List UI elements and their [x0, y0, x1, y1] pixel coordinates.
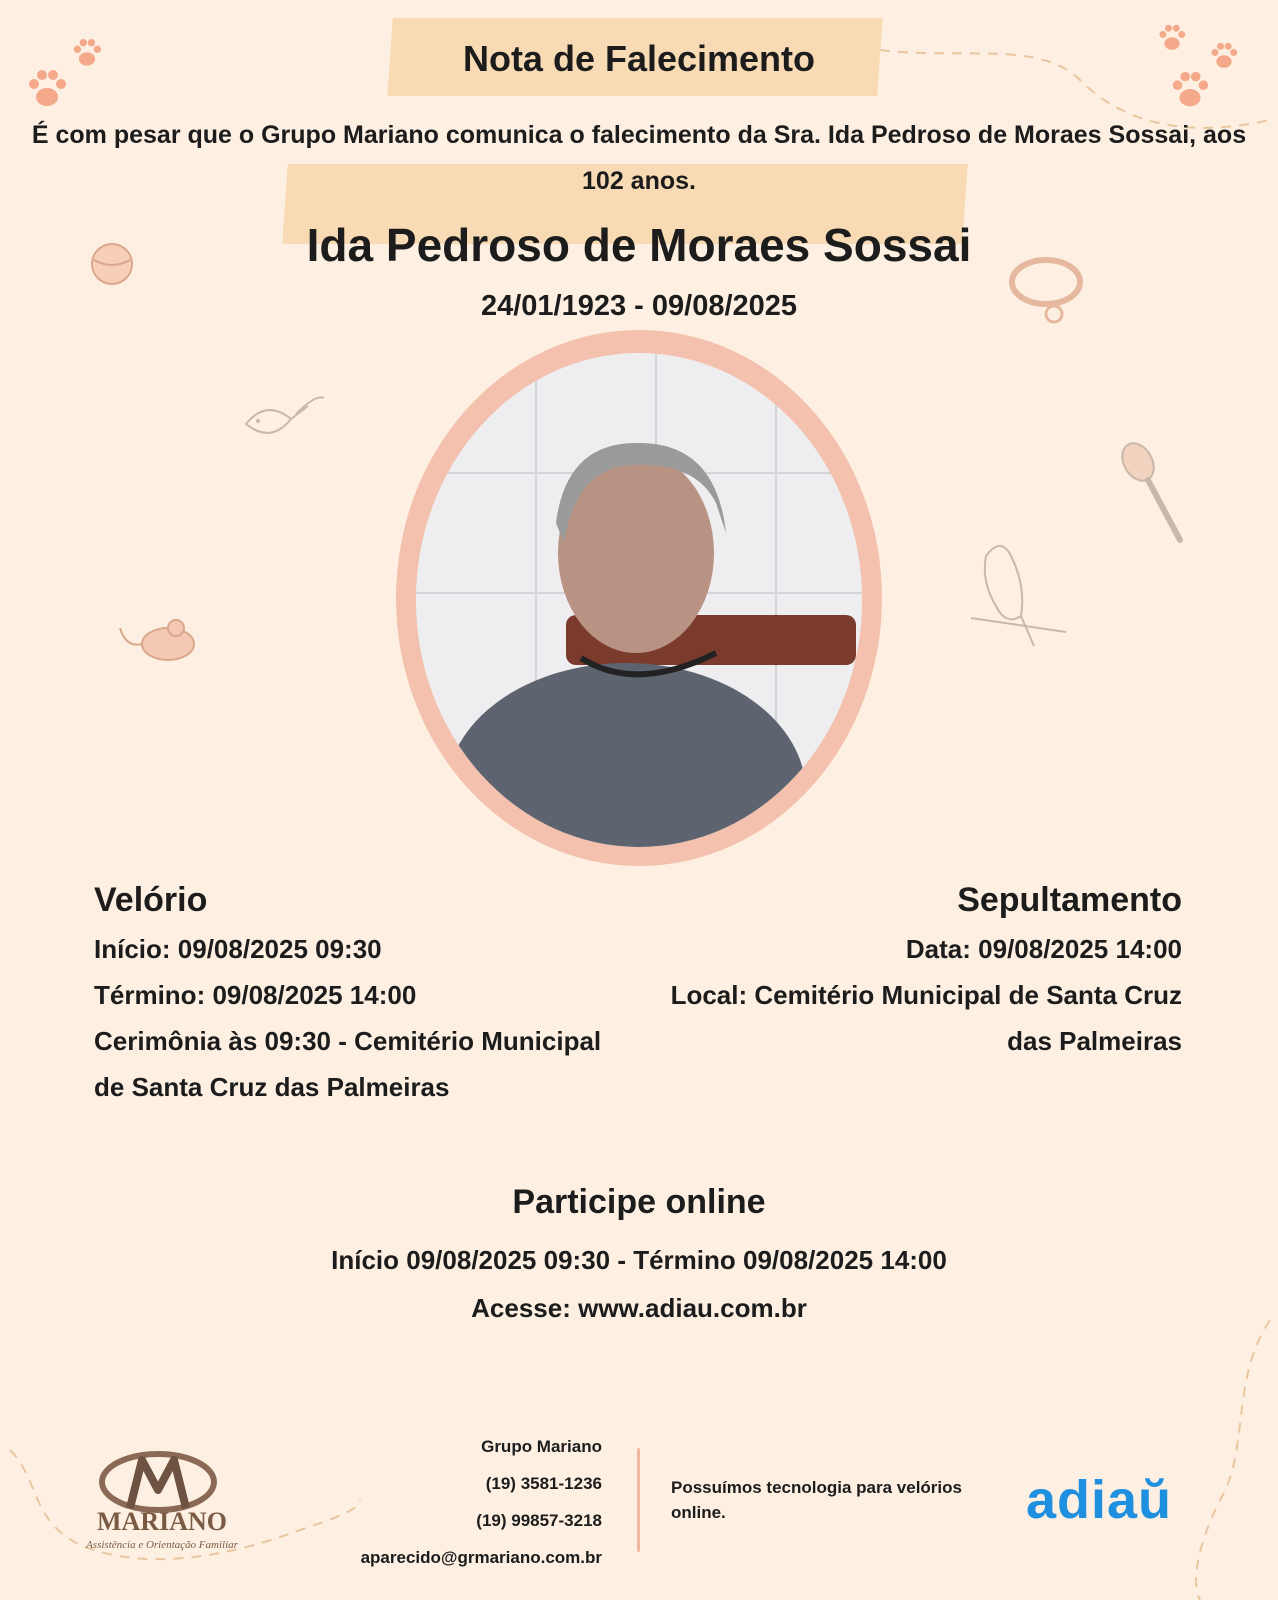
sepultamento-date: Data: 09/08/2025 14:00 [905, 934, 1182, 964]
online-section [0, 1180, 1278, 1332]
mariano-logo-tagline: Assistência e Orientação Familiar [86, 1539, 238, 1551]
velorio-ceremony: Cerimônia às 09:30 - Cemitério Municipal de Santa Cruz das Palmeiras [94, 1026, 602, 1102]
bird-icon [966, 536, 1076, 656]
deceased-name: Ida Pedroso de Moraes Sossai [306, 219, 972, 271]
velorio-end: Término: 09/08/2025 14:00 [94, 980, 417, 1010]
footer-divider [637, 1448, 640, 1552]
online-title: Participe online [512, 1183, 766, 1221]
online-period: Início 09/08/2025 09:30 - Término 09/08/2025 14:00 [331, 1245, 947, 1275]
tech-note: Possuímos tecnologia para velórios online. [671, 1478, 962, 1522]
sepultamento-section [660, 878, 1182, 1064]
velorio-start: Início: 09/08/2025 09:30 [94, 934, 382, 964]
mouse-toy-icon [116, 608, 212, 668]
company-name: Grupo Mariano [481, 1437, 602, 1456]
mariano-logo [72, 1446, 252, 1556]
phone-mobile[interactable]: (19) 99857-3218 [476, 1511, 602, 1530]
sepultamento-location: Local: Cemitério Municipal de Santa Cruz das Palmeiras [670, 980, 1182, 1056]
brush-icon [1116, 436, 1186, 546]
adiau-logo: adiaŭ [1026, 1470, 1173, 1530]
sepultamento-title: Sepultamento [957, 881, 1182, 919]
life-dates: 24/01/1923 - 09/08/2025 [480, 290, 798, 322]
email-link[interactable]: aparecido@grmariano.com.br [360, 1548, 602, 1567]
fish-icon [236, 384, 326, 464]
mariano-logo-text: MARIANO [97, 1507, 227, 1536]
contact-block [330, 1428, 602, 1576]
velorio-title: Velório [94, 881, 208, 919]
intro-text: É com pesar que o Grupo Mariano comunica o falecimento da Sra. Ida Pedroso de Moraes Sossai, aos 102 anos. [31, 121, 1247, 195]
notice-heading: Nota de Falecimento [462, 38, 816, 79]
velorio-section [94, 878, 614, 1110]
phone-landline[interactable]: (19) 3581-1236 [485, 1474, 602, 1493]
deceased-photo [416, 353, 862, 847]
online-access-link[interactable]: Acesse: www.adiau.com.br [471, 1293, 807, 1323]
